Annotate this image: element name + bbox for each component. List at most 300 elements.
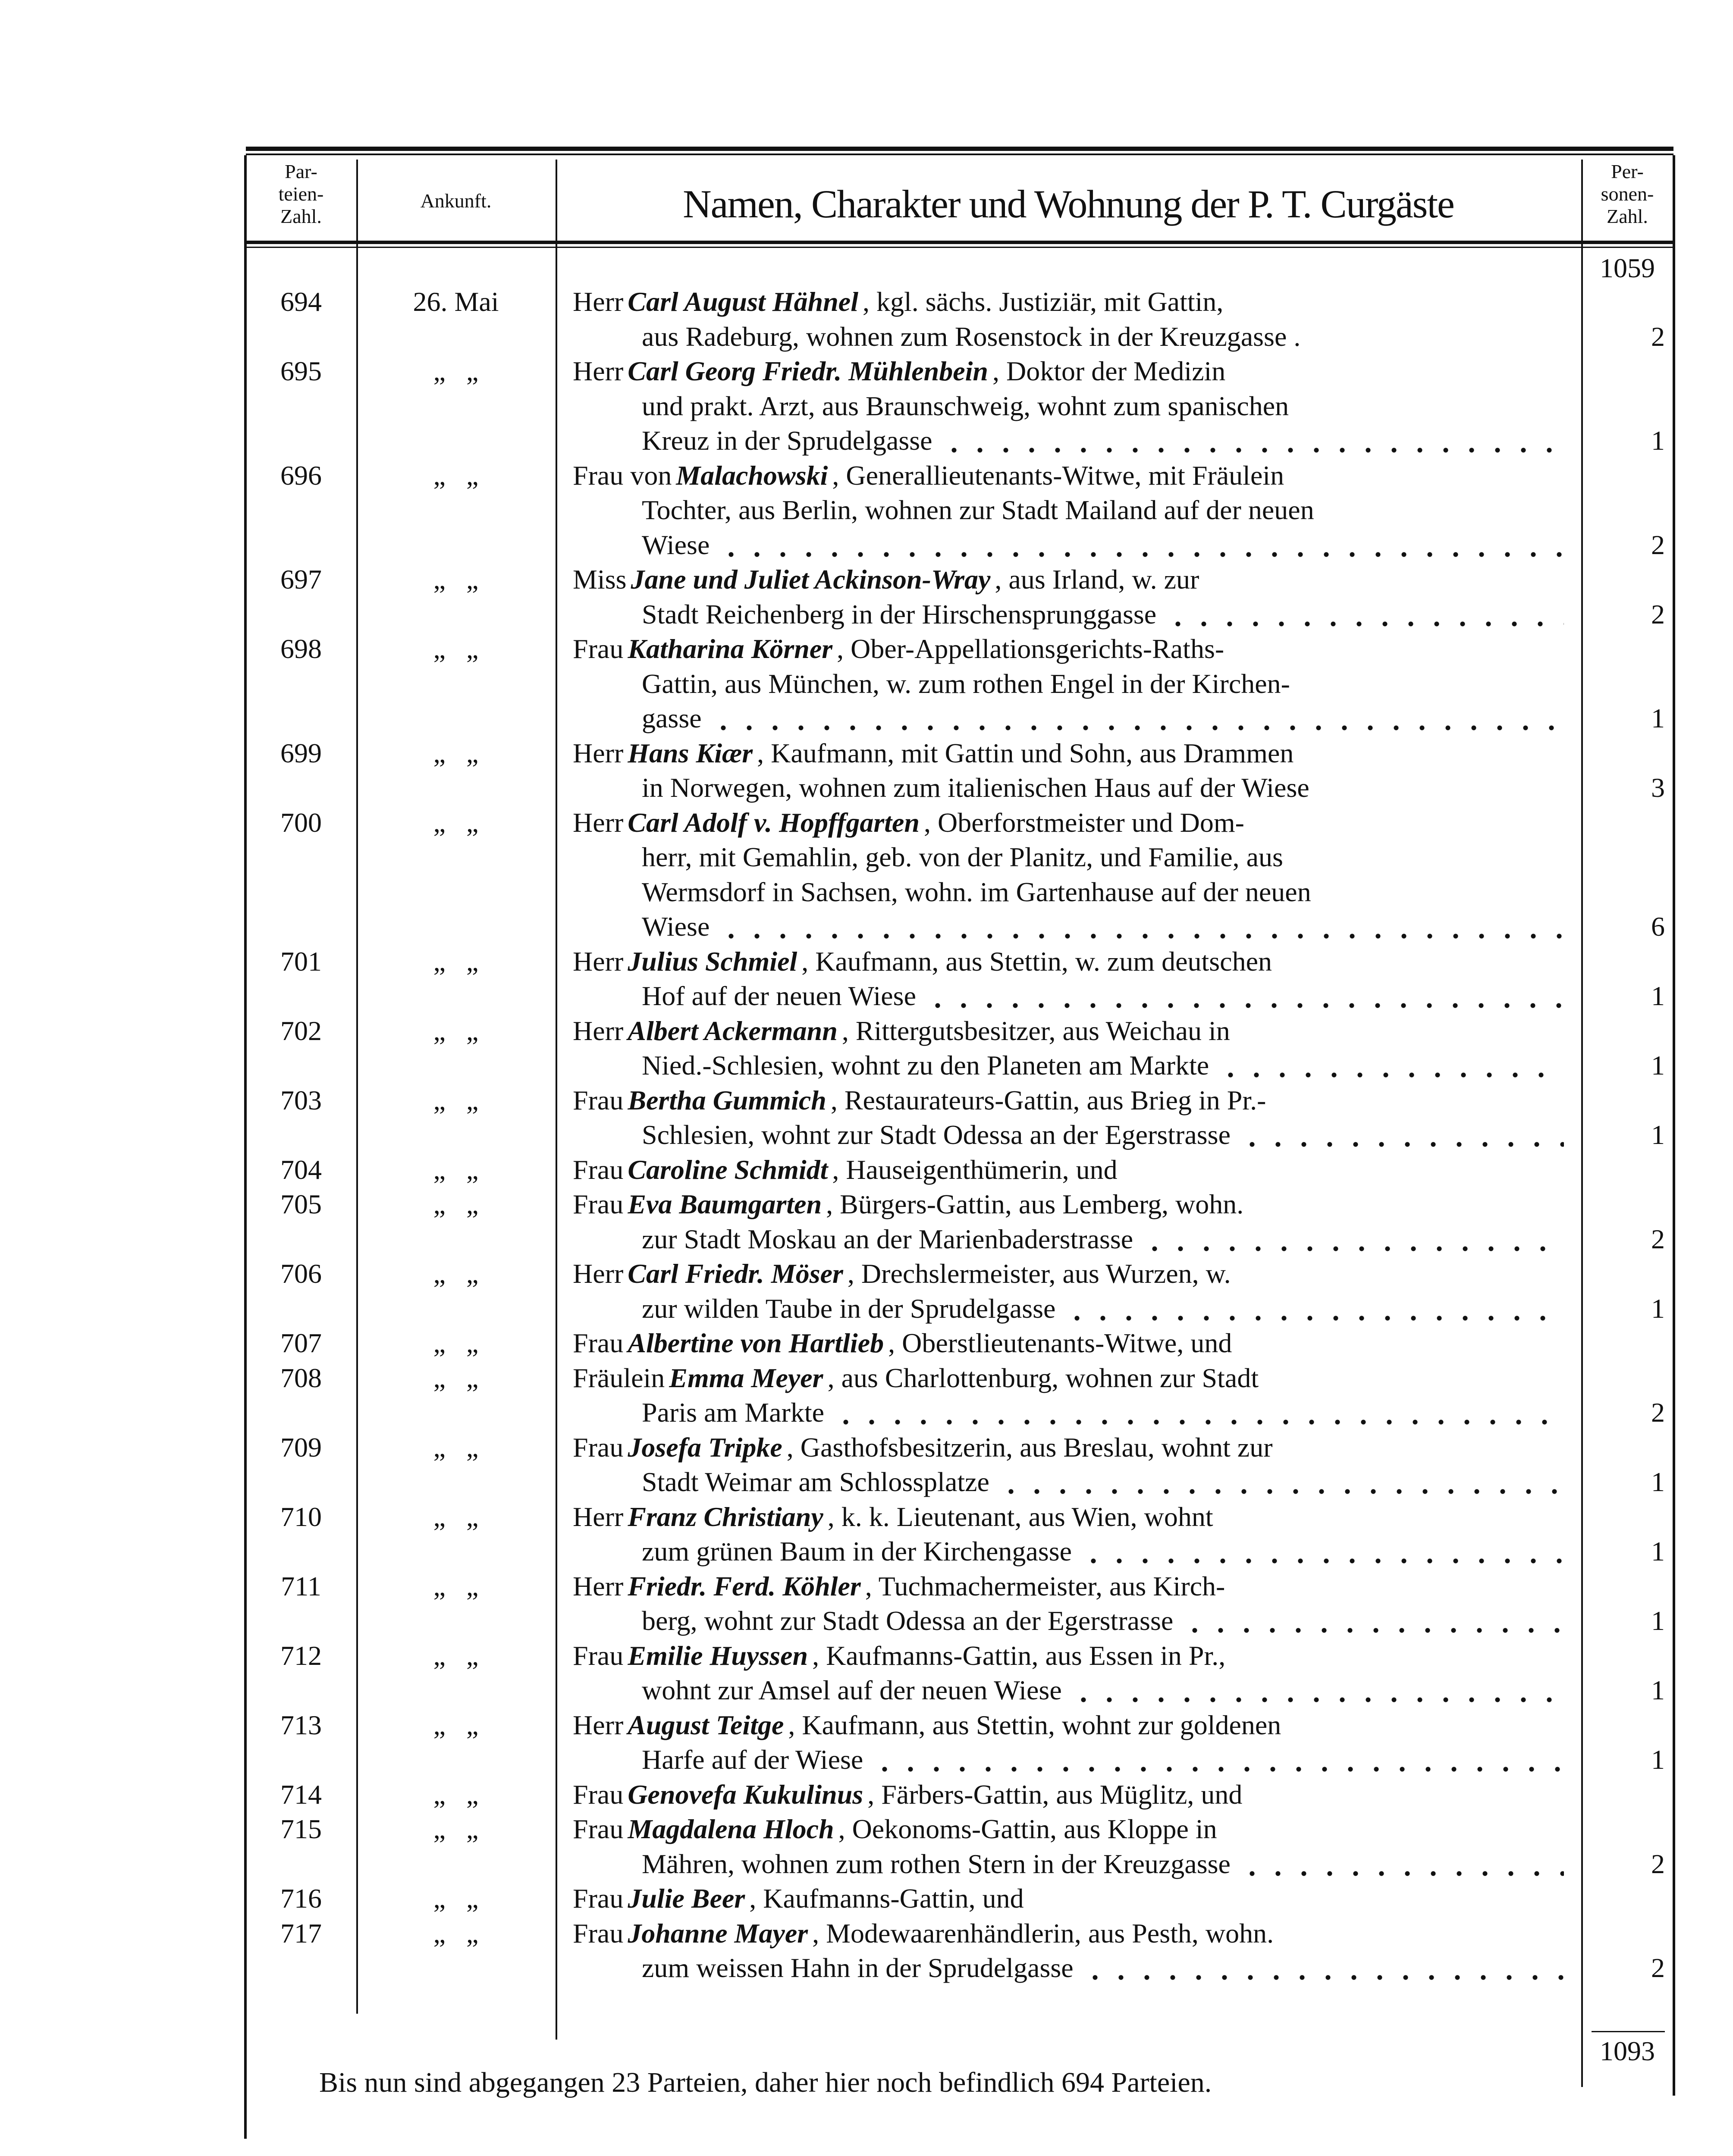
guest-details: , Oekonoms-Gattin, aus Kloppe in bbox=[838, 1814, 1217, 1844]
description-continuation-line bbox=[573, 840, 1564, 875]
guest-entry bbox=[246, 805, 1673, 944]
guest-title: Frau von bbox=[573, 460, 672, 491]
guest-entry bbox=[246, 1257, 1673, 1326]
guest-name: Carl Adolf v. Hopffgarten bbox=[628, 807, 920, 838]
guest-name: Friedr. Ferd. Köhler bbox=[628, 1570, 861, 1601]
person-count-cell bbox=[1581, 1361, 1673, 1430]
guest-details: , Oberforstmeister und Dom- bbox=[924, 807, 1244, 838]
person-count-blank bbox=[1581, 354, 1665, 389]
dot-leader bbox=[1082, 1951, 1564, 1986]
guest-description bbox=[556, 1569, 1581, 1639]
guest-title: Fräulein bbox=[573, 1362, 665, 1393]
continuation-text: und prakt. Arzt, aus Braunschweig, wohnt zum spanischen bbox=[642, 390, 1289, 421]
arrival-date: „ „ bbox=[433, 1709, 479, 1740]
person-count-cell bbox=[1581, 805, 1673, 944]
guest-title: Herr bbox=[573, 737, 624, 768]
person-count: 3 bbox=[1651, 772, 1665, 803]
continuation-text: Hof auf der neuen Wiese bbox=[642, 981, 916, 1011]
person-count-blank bbox=[1581, 632, 1665, 667]
description-continuation-line bbox=[573, 528, 1564, 563]
continuation-text: Gattin, aus München, w. zum rothen Engel in der Kirchen- bbox=[642, 668, 1290, 699]
carry-over-count: 1059 bbox=[1600, 253, 1655, 283]
party-number: 710 bbox=[280, 1501, 322, 1532]
arrival-date: „ „ bbox=[433, 1258, 479, 1289]
person-count-blank bbox=[1581, 1083, 1665, 1118]
guest-name: Julie Beer bbox=[628, 1883, 745, 1914]
party-number: 708 bbox=[280, 1362, 322, 1393]
person-count-cell bbox=[1581, 1881, 1673, 1916]
guest-name: Carl Georg Friedr. Mühlenbein bbox=[628, 356, 988, 386]
description-line bbox=[573, 1708, 1564, 1743]
guest-details: , Rittergutsbesitzer, aus Weichau in bbox=[841, 1015, 1230, 1046]
description-continuation-line bbox=[573, 1951, 1564, 1986]
person-count-blank bbox=[1581, 805, 1665, 840]
person-count: 1 bbox=[1651, 1050, 1665, 1081]
person-count-blank bbox=[1581, 1430, 1665, 1465]
arrival-date: „ „ bbox=[433, 1501, 479, 1532]
arrival-date: „ „ bbox=[433, 1362, 479, 1393]
guest-title: Frau bbox=[573, 1779, 624, 1810]
person-count-cell bbox=[1581, 944, 1673, 1014]
description-continuation-line bbox=[573, 979, 1564, 1014]
guest-description bbox=[556, 1187, 1581, 1257]
person-count-cell bbox=[1581, 1430, 1673, 1500]
guest-title: Frau bbox=[573, 1328, 624, 1358]
total-count: 1093 bbox=[1600, 2036, 1655, 2066]
guest-name: Albert Ackermann bbox=[628, 1015, 838, 1046]
guest-title: Herr bbox=[573, 1709, 624, 1740]
person-count: 1 bbox=[1651, 1536, 1665, 1567]
header-bottom-rule-thin bbox=[246, 247, 1673, 248]
person-count-blank bbox=[1581, 1257, 1665, 1291]
guest-entry bbox=[246, 1326, 1673, 1361]
party-number: 712 bbox=[280, 1640, 322, 1671]
guest-details: , Kaufmann, aus Stettin, w. zum deutschen bbox=[801, 946, 1272, 977]
continuation-text: zur Stadt Moskau an der Marienbaderstrasse bbox=[642, 1223, 1133, 1254]
continuation-text: berg, wohnt zur Stadt Odessa an der Egerstrasse bbox=[642, 1605, 1174, 1636]
guest-title: Frau bbox=[573, 1918, 624, 1949]
person-count-cell bbox=[1581, 1014, 1673, 1083]
continuation-text: Wiese bbox=[642, 529, 710, 560]
dot-leader bbox=[1239, 1847, 1564, 1882]
person-count-cell bbox=[1581, 354, 1673, 458]
continuation-text: Wiese bbox=[642, 911, 710, 942]
party-number: 706 bbox=[280, 1258, 322, 1289]
guest-name: Emma Meyer bbox=[669, 1362, 823, 1393]
guest-name: Josefa Tripke bbox=[628, 1432, 782, 1463]
guest-details: , Gasthofsbesitzerin, aus Breslau, wohnt zur bbox=[786, 1432, 1273, 1463]
guest-entry bbox=[246, 1777, 1673, 1812]
guest-description bbox=[556, 805, 1581, 944]
party-number: 702 bbox=[280, 1015, 322, 1046]
dot-leader bbox=[718, 528, 1564, 563]
guest-description bbox=[556, 1500, 1581, 1569]
person-count: 1 bbox=[1651, 1293, 1665, 1324]
guest-entry bbox=[246, 354, 1673, 458]
dot-leader bbox=[1165, 597, 1564, 632]
guest-entry bbox=[246, 1500, 1673, 1569]
description-line bbox=[573, 1777, 1564, 1812]
person-count-cell bbox=[1581, 1326, 1673, 1361]
guest-entry bbox=[246, 562, 1673, 632]
description-continuation-line bbox=[573, 423, 1564, 458]
arrival-date: „ „ bbox=[433, 1189, 479, 1219]
guest-details: , Färbers-Gattin, aus Müglitz, und bbox=[867, 1779, 1243, 1810]
dot-leader bbox=[1218, 1048, 1564, 1083]
person-count: 1 bbox=[1651, 1119, 1665, 1150]
guest-details: , Kaufmann, mit Gattin und Sohn, aus Drammen bbox=[757, 737, 1294, 768]
guest-list bbox=[246, 285, 1673, 1986]
description-line bbox=[573, 736, 1564, 771]
description-line bbox=[573, 1326, 1564, 1361]
party-number: 715 bbox=[280, 1814, 322, 1844]
dot-leader bbox=[1064, 1291, 1564, 1326]
guest-name: Julius Schmiel bbox=[628, 946, 797, 977]
person-count-blank bbox=[1581, 840, 1665, 875]
continuation-text: Nied.-Schlesien, wohnt zu den Planeten am Markte bbox=[642, 1050, 1209, 1081]
person-count-blank bbox=[1581, 285, 1665, 320]
guest-title: Herr bbox=[573, 1501, 624, 1532]
arrival-date: „ „ bbox=[433, 1084, 479, 1116]
guest-name: Albertine von Hartlieb bbox=[628, 1328, 884, 1358]
continuation-text: zum weissen Hahn in der Sprudelgasse bbox=[642, 1952, 1074, 1983]
continuation-text: herr, mit Gemahlin, geb. von der Planitz, und Familie, aus bbox=[642, 842, 1283, 872]
dot-leader bbox=[718, 909, 1564, 944]
arrival-date: „ „ bbox=[433, 1883, 479, 1914]
person-count-cell bbox=[1581, 1153, 1673, 1188]
guest-details: , Doktor der Medizin bbox=[992, 356, 1226, 386]
header-person-count: Per- sonen- Zahl. bbox=[1601, 160, 1654, 227]
person-count: 1 bbox=[1651, 981, 1665, 1011]
continuation-text: Mähren, wohnen zum rothen Stern in der Kreuzgasse bbox=[642, 1848, 1231, 1879]
guest-name: Caroline Schmidt bbox=[628, 1154, 828, 1185]
description-line bbox=[573, 1361, 1564, 1396]
guest-name: Johanne Mayer bbox=[628, 1918, 808, 1949]
person-count-blank bbox=[1581, 1187, 1665, 1222]
person-count bbox=[1581, 1881, 1665, 1916]
dot-leader bbox=[872, 1742, 1564, 1777]
guest-description bbox=[556, 1708, 1581, 1777]
party-number: 707 bbox=[280, 1328, 322, 1358]
guest-title: Frau bbox=[573, 1154, 624, 1185]
description-continuation-line bbox=[573, 667, 1564, 702]
description-continuation-line bbox=[573, 701, 1564, 736]
guest-entry bbox=[246, 1569, 1673, 1639]
arrival-date: „ „ bbox=[433, 1918, 479, 1949]
dot-leader bbox=[941, 423, 1564, 458]
description-continuation-line bbox=[573, 320, 1564, 354]
person-count: 1 bbox=[1651, 703, 1665, 733]
arrival-date: „ „ bbox=[433, 1570, 479, 1601]
person-count: 2 bbox=[1651, 1223, 1665, 1254]
description-continuation-line bbox=[573, 493, 1564, 528]
arrival-date: „ „ bbox=[433, 460, 479, 491]
party-number: 705 bbox=[280, 1189, 322, 1219]
arrival-date: „ „ bbox=[433, 946, 479, 977]
description-line bbox=[573, 1569, 1564, 1604]
person-count-cell bbox=[1581, 1916, 1673, 1986]
guest-entry bbox=[246, 944, 1673, 1014]
description-line bbox=[573, 1083, 1564, 1118]
guest-description bbox=[556, 562, 1581, 632]
person-count-cell bbox=[1581, 1569, 1673, 1639]
person-count-blank bbox=[1581, 667, 1665, 702]
guest-entry bbox=[246, 1430, 1673, 1500]
description-line bbox=[573, 944, 1564, 979]
person-count-cell bbox=[1581, 562, 1673, 632]
guest-description bbox=[556, 1430, 1581, 1500]
description-line bbox=[573, 1916, 1564, 1951]
guest-description bbox=[556, 944, 1581, 1014]
guest-description bbox=[556, 1639, 1581, 1708]
person-count: 1 bbox=[1651, 1744, 1665, 1775]
person-count-blank bbox=[1581, 736, 1665, 771]
guest-entry bbox=[246, 1153, 1673, 1188]
guest-name: Carl August Hähnel bbox=[628, 286, 858, 317]
guest-details: , Drechslermeister, aus Wurzen, w. bbox=[847, 1258, 1231, 1289]
description-continuation-line bbox=[573, 771, 1564, 805]
guest-title: Frau bbox=[573, 633, 624, 664]
party-number: 695 bbox=[280, 356, 322, 386]
description-continuation-line bbox=[573, 1465, 1564, 1500]
description-continuation-line bbox=[573, 1222, 1564, 1257]
person-count: 2 bbox=[1651, 1848, 1665, 1879]
arrival-date: 26. Mai bbox=[413, 286, 499, 317]
person-count-cell bbox=[1581, 632, 1673, 736]
guest-details: , Kaufmanns-Gattin, und bbox=[749, 1883, 1024, 1914]
guest-title: Frau bbox=[573, 1432, 624, 1463]
guest-entry bbox=[246, 285, 1673, 354]
person-count: 2 bbox=[1651, 599, 1665, 630]
guest-details: , Modewaarenhändlerin, aus Pesth, wohn. bbox=[812, 1918, 1274, 1949]
continuation-text: Wermsdorf in Sachsen, wohn. im Gartenhause auf der neuen bbox=[642, 876, 1311, 907]
guest-details: , Hauseigenthümerin, und bbox=[832, 1154, 1118, 1185]
party-number: 700 bbox=[280, 807, 322, 838]
description-line bbox=[573, 285, 1564, 320]
description-line bbox=[573, 1187, 1564, 1222]
guest-title: Frau bbox=[573, 1883, 624, 1914]
continuation-text: in Norwegen, wohnen zum italienischen Haus auf der Wiese bbox=[642, 772, 1309, 803]
person-count-cell bbox=[1581, 1257, 1673, 1326]
header-bottom-rule bbox=[246, 241, 1673, 244]
person-count-cell bbox=[1581, 1708, 1673, 1777]
guest-title: Miss bbox=[573, 564, 627, 595]
description-line bbox=[573, 1881, 1564, 1916]
guest-entry bbox=[246, 1361, 1673, 1430]
person-count-blank bbox=[1581, 562, 1665, 597]
person-count-cell bbox=[1581, 1777, 1673, 1812]
arrival-date: „ „ bbox=[433, 1640, 479, 1671]
description-line bbox=[573, 1812, 1564, 1847]
guest-details: , Generallieutenants-Witwe, mit Fräulein bbox=[832, 460, 1284, 491]
person-count bbox=[1581, 1153, 1665, 1188]
party-number: 699 bbox=[280, 737, 322, 768]
person-count-blank bbox=[1581, 944, 1665, 979]
person-count-blank bbox=[1581, 1916, 1665, 1951]
arrival-date: „ „ bbox=[433, 1779, 479, 1810]
continuation-text: Paris am Markte bbox=[642, 1397, 824, 1428]
guest-title: Herr bbox=[573, 1570, 624, 1601]
description-line bbox=[573, 1430, 1564, 1465]
guest-entry bbox=[246, 1187, 1673, 1257]
arrival-date: „ „ bbox=[433, 1328, 479, 1358]
person-count bbox=[1581, 1777, 1665, 1812]
person-count-cell bbox=[1581, 1639, 1673, 1708]
continuation-text: Schlesien, wohnt zur Stadt Odessa an der Egerstrasse bbox=[642, 1119, 1231, 1150]
arrival-date: „ „ bbox=[433, 1432, 479, 1463]
guest-entry bbox=[246, 1812, 1673, 1881]
person-count: 2 bbox=[1651, 1397, 1665, 1428]
person-count: 2 bbox=[1651, 1952, 1665, 1983]
guest-details: , Oberstlieutenants-Witwe, und bbox=[888, 1328, 1232, 1358]
continuation-text: zum grünen Baum in der Kirchengasse bbox=[642, 1536, 1072, 1567]
header-arrival: Ankunft. bbox=[420, 190, 492, 212]
guest-title: Herr bbox=[573, 356, 624, 386]
dot-leader bbox=[1239, 1118, 1564, 1153]
party-number: 694 bbox=[280, 286, 322, 317]
description-line bbox=[573, 1257, 1564, 1291]
guest-name: Eva Baumgarten bbox=[628, 1189, 822, 1219]
description-line bbox=[573, 805, 1564, 840]
dot-leader bbox=[1071, 1673, 1564, 1708]
guest-details: , Tuchmachermeister, aus Kirch- bbox=[865, 1570, 1225, 1601]
person-count-blank bbox=[1581, 1639, 1665, 1673]
guest-details: , Bürgers-Gattin, aus Lemberg, wohn. bbox=[826, 1189, 1244, 1219]
arrival-date: „ „ bbox=[433, 1814, 479, 1844]
party-number: 703 bbox=[280, 1084, 322, 1116]
person-count-blank bbox=[1581, 875, 1665, 910]
dot-leader bbox=[1142, 1222, 1564, 1257]
party-number: 714 bbox=[280, 1779, 322, 1810]
description-continuation-line bbox=[573, 909, 1564, 944]
guest-description bbox=[556, 1916, 1581, 1986]
guest-description bbox=[556, 1777, 1581, 1812]
description-continuation-line bbox=[573, 1742, 1564, 1777]
party-number: 701 bbox=[280, 946, 322, 977]
arrival-date: „ „ bbox=[433, 633, 479, 664]
party-number: 709 bbox=[280, 1432, 322, 1463]
person-count: 1 bbox=[1651, 1605, 1665, 1636]
person-count-blank bbox=[1581, 1014, 1665, 1049]
description-line bbox=[573, 354, 1564, 389]
guest-description bbox=[556, 1326, 1581, 1361]
guest-title: Frau bbox=[573, 1640, 624, 1671]
arrival-date: „ „ bbox=[433, 1015, 479, 1046]
guest-description bbox=[556, 458, 1581, 563]
guest-entry bbox=[246, 1708, 1673, 1777]
description-line bbox=[573, 562, 1564, 597]
continuation-text: wohnt zur Amsel auf der neuen Wiese bbox=[642, 1675, 1062, 1705]
person-count-blank bbox=[1581, 1361, 1665, 1396]
top-rule-thin bbox=[246, 154, 1673, 155]
guest-title: Frau bbox=[573, 1814, 624, 1844]
arrival-date: „ „ bbox=[433, 356, 479, 386]
description-continuation-line bbox=[573, 389, 1564, 424]
person-count bbox=[1581, 1326, 1665, 1361]
guest-name: August Teitge bbox=[628, 1709, 784, 1740]
guest-description bbox=[556, 1361, 1581, 1430]
person-count-blank bbox=[1581, 1812, 1665, 1847]
guest-details: , k. k. Lieutenant, aus Wien, wohnt bbox=[827, 1501, 1213, 1532]
guest-name: Katharina Körner bbox=[628, 633, 833, 664]
guest-description bbox=[556, 285, 1581, 354]
guest-description bbox=[556, 1153, 1581, 1188]
person-count: 1 bbox=[1651, 425, 1665, 456]
continuation-text: gasse bbox=[642, 703, 702, 733]
guest-name: Jane und Juliet Ackinson-Wray bbox=[631, 564, 991, 595]
guest-details: , kgl. sächs. Justiziär, mit Gattin, bbox=[862, 286, 1224, 317]
arrival-date: „ „ bbox=[433, 807, 479, 838]
party-number: 711 bbox=[281, 1570, 321, 1601]
dot-leader bbox=[925, 979, 1564, 1014]
person-count-blank bbox=[1581, 1569, 1665, 1604]
person-count-blank bbox=[1581, 1708, 1665, 1743]
guest-details: , Ober-Appellationsgerichts-Raths- bbox=[837, 633, 1224, 664]
person-count-blank bbox=[1581, 458, 1665, 493]
dot-leader bbox=[833, 1395, 1564, 1430]
party-number: 696 bbox=[280, 460, 322, 491]
guest-name: Malachowski bbox=[676, 460, 828, 491]
party-number: 716 bbox=[280, 1883, 322, 1914]
description-line bbox=[573, 458, 1564, 493]
guest-details: , Kaufmann, aus Stettin, wohnt zur goldenen bbox=[788, 1709, 1281, 1740]
guest-entry bbox=[246, 1014, 1673, 1083]
description-continuation-line bbox=[573, 1395, 1564, 1430]
person-count-cell bbox=[1581, 458, 1673, 563]
person-count-cell bbox=[1581, 736, 1673, 805]
continuation-text: Kreuz in der Sprudelgasse bbox=[642, 425, 932, 456]
guest-entry bbox=[246, 736, 1673, 805]
description-continuation-line bbox=[573, 1534, 1564, 1569]
party-number: 713 bbox=[280, 1709, 322, 1740]
continuation-text: Tochter, aus Berlin, wohnen zur Stadt Mailand auf der neuen bbox=[642, 495, 1314, 525]
guest-details: , aus Irland, w. zur bbox=[995, 564, 1199, 595]
person-count-cell bbox=[1581, 1812, 1673, 1881]
guest-entry bbox=[246, 1881, 1673, 1916]
description-line bbox=[573, 1500, 1564, 1535]
footer-summary: Bis nun sind abgegangen 23 Parteien, daher hier noch befindlich 694 Parteien. bbox=[319, 2067, 1212, 2098]
person-count: 2 bbox=[1651, 321, 1665, 352]
guest-name: Bertha Gummich bbox=[628, 1084, 826, 1116]
person-count: 1 bbox=[1651, 1675, 1665, 1705]
guest-entry bbox=[246, 632, 1673, 736]
guest-description bbox=[556, 1083, 1581, 1153]
description-continuation-line bbox=[573, 1604, 1564, 1639]
person-count-cell bbox=[1581, 1187, 1673, 1257]
arrival-date: „ „ bbox=[433, 564, 479, 595]
header-party-count: Par- teien- Zahl. bbox=[278, 160, 324, 227]
person-count-cell bbox=[1581, 1083, 1673, 1153]
dot-leader bbox=[1182, 1604, 1564, 1639]
top-double-rule bbox=[246, 147, 1673, 151]
header-title: Namen, Charakter und Wohnung der P. T. Curgäste bbox=[683, 182, 1454, 226]
guest-description bbox=[556, 736, 1581, 805]
party-number: 698 bbox=[280, 633, 322, 664]
arrival-date: „ „ bbox=[433, 1154, 479, 1185]
description-continuation-line bbox=[573, 597, 1564, 632]
guest-title: Herr bbox=[573, 1258, 624, 1289]
guest-title: Herr bbox=[573, 807, 624, 838]
person-count-blank bbox=[1581, 1500, 1665, 1535]
guest-entry bbox=[246, 458, 1673, 563]
person-count-cell bbox=[1581, 1500, 1673, 1569]
description-continuation-line bbox=[573, 1291, 1564, 1326]
continuation-text: Stadt Weimar am Schlossplatze bbox=[642, 1467, 989, 1497]
person-count: 6 bbox=[1651, 911, 1665, 942]
guest-name: Carl Friedr. Möser bbox=[628, 1258, 843, 1289]
description-line bbox=[573, 632, 1564, 667]
dot-leader bbox=[710, 701, 1564, 736]
